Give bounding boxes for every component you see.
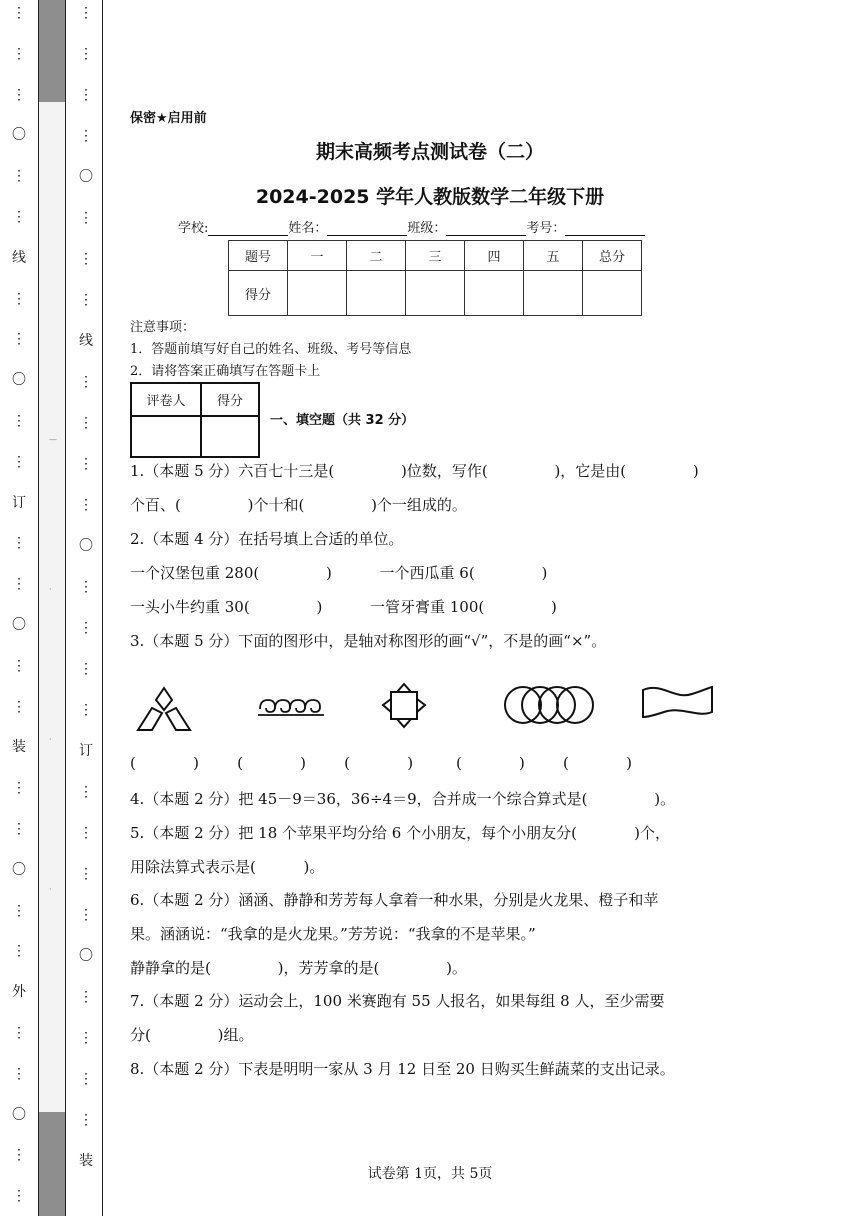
figure-diamond-triangles <box>136 686 192 734</box>
binding-margin-mark: ⋮ <box>79 907 93 923</box>
question-6-line-2: 果。涵涵说：“我拿的是火龙果。”芳芳说：“我拿的不是苹果。” <box>130 925 536 943</box>
binding-margin-mark: ⋮ <box>79 374 93 390</box>
binding-margin-mark: 〇 <box>79 169 93 185</box>
margin-dark-block-bottom <box>39 1112 65 1216</box>
binding-margin-mark: 〇 <box>79 538 93 554</box>
score-cell[interactable] <box>465 271 524 316</box>
score-cell[interactable] <box>347 271 406 316</box>
binding-margin-mark: 〇 <box>12 1106 26 1123</box>
binding-margin-mark: ⋮ <box>79 866 93 882</box>
binding-margin-mark: ⋮ <box>12 1065 26 1082</box>
binding-margin-mark: 装 <box>79 1153 93 1169</box>
binding-margin-mark: ⋮ <box>12 1188 26 1205</box>
name-field[interactable] <box>327 222 407 236</box>
binding-margin-mark: ⋮ <box>12 331 26 348</box>
score-row-label: 得分 <box>229 271 288 316</box>
grader-label: 评卷人 <box>131 383 201 416</box>
exam-page <box>130 0 740 1216</box>
question-6-line-3: 静静拿的是( )，芳芳拿的是( )。 <box>130 959 467 977</box>
binding-margin-mark: ⋮ <box>12 290 26 307</box>
binding-margin-mini-mark: · <box>49 735 52 744</box>
score-header-cell: 题号 <box>229 241 288 271</box>
binding-margin-mini-mark: · <box>49 885 52 894</box>
notes-item: 1．答题前填写好自己的姓名、班级、考号等信息 <box>130 342 412 357</box>
figure-square-with-points <box>380 682 430 730</box>
binding-margin-mark: 〇 <box>79 948 93 964</box>
class-label: 班级： <box>407 221 447 236</box>
binding-margin-mark: ⋮ <box>79 87 93 103</box>
question-1-line-1: 1.（本题 5 分）六百七十三是( )位数，写作( )，它是由( ) <box>130 462 699 480</box>
question-5-line-2: 用除法算式表示是( )。 <box>130 858 325 876</box>
grader-score-label: 得分 <box>201 383 259 416</box>
binding-margin-bar <box>38 0 66 1216</box>
binding-margin-mark: ⋮ <box>79 825 93 841</box>
score-cell[interactable] <box>406 271 465 316</box>
binding-margin-mark: ⋮ <box>12 413 26 429</box>
binding-margin-mark: 外 <box>12 984 26 1001</box>
margin-dark-block-top <box>39 0 65 102</box>
binding-margin-mark: ⋮ <box>12 780 26 797</box>
binding-margin-mark: ⋮ <box>79 210 93 226</box>
binding-margin-mark: 〇 <box>12 617 26 633</box>
binding-margin-mark: ⋮ <box>79 251 93 267</box>
binding-margin-mark: ⋮ <box>79 46 93 62</box>
binding-margin-mark: ⋮ <box>79 989 93 1005</box>
binding-margin-mark: ⋮ <box>79 620 93 636</box>
binding-margin-mark: ⋮ <box>12 209 26 225</box>
question-7-line-2: 分( )组。 <box>130 1026 254 1044</box>
grader-score-cell[interactable] <box>201 416 259 457</box>
grader-table <box>130 382 260 458</box>
binding-margin-mark: 〇 <box>12 372 26 389</box>
question-1-line-2: 个百、( )个十和( )个一组成的。 <box>130 496 467 514</box>
score-table <box>228 240 642 316</box>
binding-margin-mark: ⋮ <box>79 579 93 595</box>
binding-margin-mark: ⋮ <box>12 657 26 674</box>
binding-margin-mark: ⋮ <box>79 784 93 800</box>
binding-margin-mark: ⋮ <box>12 45 26 62</box>
binding-margin-mark: ⋮ <box>12 86 26 103</box>
binding-margin-mark: ⋮ <box>12 576 26 593</box>
question-2: 2.（本题 4 分）在括号填上合适的单位。 <box>130 530 404 548</box>
question-6-line-1: 6.（本题 2 分）涵涵、静静和芳芳每人拿着一种水果，分别是火龙果、橙子和苹 <box>130 891 659 909</box>
score-cell[interactable] <box>583 271 642 316</box>
binding-margin-mark: 订 <box>12 494 26 511</box>
question-3-answer-blanks: ( ) ( ) ( ) ( ) ( ) <box>130 754 632 772</box>
binding-margin-mark: 订 <box>79 743 93 759</box>
question-4: 4.（本题 2 分）把 45－9＝36，36÷4＝9，合并成一个综合算式是( )。 <box>130 790 676 808</box>
binding-margin-mark: 装 <box>12 739 26 756</box>
binding-margin-mark: 〇 <box>12 861 26 878</box>
score-cell[interactable] <box>288 271 347 316</box>
figure-interlocking-circles <box>502 684 598 726</box>
binding-margin-mark: ⋮ <box>79 661 93 677</box>
page-footer: 试卷第 1页，共 5页 <box>367 1166 493 1182</box>
binding-margin-mark: ⋮ <box>12 902 26 919</box>
binding-margin-mark: ⋮ <box>79 5 93 21</box>
question-2-line-b: 一头小牛约重 30( ) 一管牙膏重 100( ) <box>130 598 557 616</box>
question-7-line-1: 7.（本题 2 分）运动会上，100 米赛跑有 55 人报名，如果每组 8 人，至少需要 <box>130 992 665 1010</box>
binding-margin-mark: ⋮ <box>12 5 26 21</box>
binding-margin-mark: 线 <box>79 333 93 349</box>
question-3: 3.（本题 5 分）下面的图形中，是轴对称图形的画“√”，不是的画“×”。 <box>130 632 607 650</box>
grader-cell[interactable] <box>131 416 201 457</box>
exam-subtitle: 2024-2025 学年人教版数学二年级下册 <box>255 186 605 208</box>
figure-wave-flag <box>640 684 716 722</box>
binding-margin-mark: ⋮ <box>79 1112 93 1128</box>
score-header-cell: 一 <box>288 241 347 271</box>
section-title: 一、填空题（共 32 分） <box>270 413 415 428</box>
binding-margin-mark: ⋮ <box>12 821 26 837</box>
binding-margin-mini-mark: · <box>49 585 52 594</box>
name-label: 姓名： <box>288 221 328 236</box>
binding-margin-mark: ⋮ <box>79 702 93 718</box>
binding-margin-outer <box>0 0 38 1216</box>
binding-margin-mark: ⋮ <box>79 128 93 144</box>
binding-margin-mark: ⋮ <box>79 415 93 431</box>
binding-margin-mark: ⋮ <box>12 943 26 960</box>
student-info-line <box>178 217 645 236</box>
exam-no-label: 考号： <box>526 221 566 236</box>
school-field[interactable] <box>208 222 288 236</box>
secret-label: 保密★启用前 <box>130 111 207 126</box>
notes <box>130 317 411 383</box>
binding-margin-mark: 〇 <box>12 127 26 144</box>
binding-margin-mark: ⋮ <box>12 1147 26 1164</box>
binding-margin-mark: ⋮ <box>79 456 93 472</box>
notes-item: 2．请将答案正确填写在答题卡上 <box>130 364 321 379</box>
notes-title: 注意事项： <box>130 320 196 335</box>
binding-margin-mark: ⋮ <box>12 535 26 552</box>
score-header-cell: 二 <box>347 241 406 271</box>
binding-margin-mark: ⋮ <box>12 698 26 715</box>
class-field[interactable] <box>446 222 526 236</box>
binding-margin-mini-mark: — <box>49 435 57 444</box>
binding-margin-mark: ⋮ <box>79 497 93 513</box>
score-header-cell: 五 <box>524 241 583 271</box>
question-8: 8.（本题 2 分）下表是明明一家从 3 月 12 日至 20 日购买生鲜蔬菜的支出记录。 <box>130 1060 675 1078</box>
binding-margin-mark: 线 <box>12 249 26 266</box>
exam-title: 期末高频考点测试卷（二） <box>315 141 544 163</box>
binding-margin-inner <box>64 0 103 1216</box>
binding-margin-mark: ⋮ <box>79 1030 93 1046</box>
score-cell[interactable] <box>524 271 583 316</box>
binding-margin-mark: ⋮ <box>12 453 26 470</box>
binding-margin-mark: ⋮ <box>79 1071 93 1087</box>
figure-spirals <box>256 693 326 719</box>
binding-margin-mark: ⋮ <box>12 168 26 185</box>
question-2-line-a: 一个汉堡包重 280( ) 一个西瓜重 6( ) <box>130 564 548 582</box>
binding-margin-mark: ⋮ <box>12 1025 26 1041</box>
school-label: 学校: <box>178 221 209 236</box>
binding-margin-mark: ⋮ <box>79 292 93 308</box>
score-header-cell: 三 <box>406 241 465 271</box>
exam-no-field[interactable] <box>565 222 645 236</box>
question-5-line-1: 5.（本题 2 分）把 18 个苹果平均分给 6 个小朋友，每个小朋友分( )个， <box>130 824 671 842</box>
score-header-cell: 四 <box>465 241 524 271</box>
score-header-cell: 总分 <box>583 241 642 271</box>
